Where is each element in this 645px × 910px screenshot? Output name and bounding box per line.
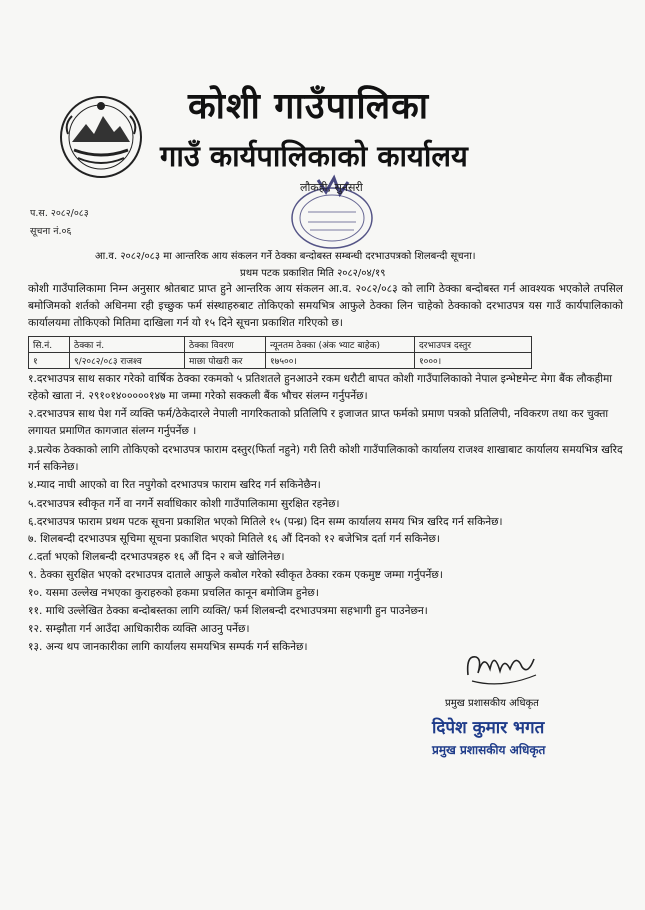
signatory-title: प्रमुख प्रशासकीय अधिकृत (445, 698, 539, 709)
condition-item: ३.प्रत्येक ठेक्काको लागि तोकिएको दरभाउपत्र फाराम दस्तुर(फिर्ता नहुने) गरी तिरी कोशी गाउँपालिकाको कार्यालय राजश्व शाखाबाट कार्यालय समयभित्र खरिद गर्न सकिनेछ। (28, 444, 623, 473)
condition-item: १३. अन्य थप जानकारीका लागि कार्यालय समयभित्र सम्पर्क गर्न सकिनेछ। (28, 641, 308, 653)
cell-minimum-amount: १७५००। (266, 353, 415, 369)
col-description: ठेक्का विवरण (185, 337, 266, 353)
condition-item: २.दरभाउपत्र साथ पेश गर्ने व्यक्ति फर्म/ठेकेदारले नेपाली नागरिकताको प्रतिलिपि र इजाजत प्राप्त फर्मको प्रमाण पत्रको प्रतिलिपी, नविकरण तथा कर चुक्ता लगायत प्रमाणित कागजात संलग्न गर्नुपर्नेछ । (28, 408, 609, 437)
cell-sn: १ (29, 353, 70, 369)
handwritten-signature-icon (462, 645, 542, 695)
table-header-row (29, 337, 532, 353)
condition-item: ५.दरभाउपत्र स्वीकृत गर्ने वा नगर्ने सर्वाधिकार कोशी गाउँपालिकामा सुरक्षित रहनेछ। (28, 498, 340, 510)
notice-heading: आ.व. २०८२/०८३ मा आन्तरिक आय संकलन गर्ने ठेक्का बन्दोबस्त सम्बन्धी दरभाउपत्रको शिलबन्दी सूचना। (95, 251, 476, 262)
signatory-post: प्रमुख प्रशासकीय अधिकृत (432, 743, 546, 757)
tender-table (28, 336, 532, 369)
office-title: कोशी गाउँपालिका (188, 86, 430, 127)
col-minimum-amount: न्यूनतम ठेक्का (अंक भ्याट बाहेक) (266, 337, 415, 353)
condition-item: १२. सम्झौता गर्न आउँदा आधिकारीक व्यक्ति आउनु पर्नेछ। (28, 623, 250, 635)
cell-description: माछा पोखरी कर (185, 353, 266, 369)
condition-item: १०. यसमा उल्लेख नभएका कुराहरुको हकमा प्रचलित कानून बमोजिम हुनेछ। (28, 587, 319, 599)
condition-item: ४.म्याद नाघी आएको वा रित नपुगेको दरभाउपत्र फाराम खरिद गर्न सकिनेछैन। (28, 479, 321, 491)
col-tender-no: ठेक्का नं. (70, 337, 185, 353)
condition-item: ११. माथि उल्लेखित ठेक्का बन्दोबस्तका लागि व्यक्ति/ फर्म शिलबन्दी दरभाउपत्रमा सहभागी हुन पाउनेछन। (28, 605, 428, 617)
col-sn: सि.नं. (29, 337, 70, 353)
condition-item: ७. शिलबन्दी दरभाउपत्र सूचिमा सूचना प्रकाशित भएको मितिले १६ औं दिनको १२ बजेभित्र दर्ता गर्न सकिनेछ। (28, 533, 440, 545)
cell-tender-no: ९/२०८२/०८३ राजश्व (70, 353, 185, 369)
stamp-location-text: लौकही, सुनसरी (300, 181, 363, 194)
col-fee: दरभाउपत्र दस्तुर (415, 337, 532, 353)
condition-item: १.दरभाउपत्र साथ सकार गरेको वार्षिक ठेक्का रकमको ५ प्रतिशतले हुनआउने रकम धरौटी बापत कोशी गाउँपालिकाको नेपाल इन्भेष्टमेन्ट मेगा बैंक लौकहीमा रहेको खाता नं. २९१०१४०००००१४७ मा जम्मा गरेको सक्कली बैंक भौचर संलग्न गर्नुपर्नेछ। (28, 373, 613, 402)
office-subtitle: गाउँ कार्यपालिकाको कार्यालय (160, 139, 468, 173)
notice-number: सूचना नं.०६ (30, 226, 72, 237)
notice-intro: कोशी गाउँपालिकामा निम्न अनुसार श्रोतबाट प्राप्त हुने आन्तरिक आय संकलन आ.व. २०८२/०८३ को लागि ठेक्का बन्दोबस्त गर्न आवश्यक भएकोले तपसिल बमोजिमको शर्तको अधिनमा रही इच्छुक फर्म संस्थाहरुबाट तोकिएको समयभित्र आफुले ठेक्का लिन चाहेको ठेक्काको दरभाउपत्र यस गाउँ कार्यपालिकाको कार्यालयमा तोकिएको मितिमा दाखिला गर्न यो १५ दिने सूचना प्रकाशित गरिएको छ। (28, 283, 623, 329)
condition-item: ९. ठेक्का सुरक्षित भएको दरभाउपत्र दाताले आफुले कबोल गरेको स्वीकृत ठेक्का रकम एकमुष्ट जम्मा गर्नुपर्नेछ। (28, 569, 443, 581)
government-emblem-icon (58, 94, 144, 180)
published-date: प्रथम पटक प्रकाशित मिति २०८२/०४/१९ (240, 268, 386, 279)
signatory-name: दिपेश कुमार भगत (432, 718, 545, 738)
cell-fee: १०००। (415, 353, 532, 369)
table-row (29, 353, 532, 369)
condition-item: ६.दरभाउपत्र फाराम प्रथम पटक सूचना प्रकाशित भएको मितिले १५ (पन्ध्र) दिन सम्म कार्यालय समय भित्र खरिद गर्न सकिनेछ। (28, 516, 503, 528)
condition-item: ८.दर्ता भएको शिलबन्दी दरभाउपत्रहरु १६ औं दिन २ बजे खोलिनेछ। (28, 551, 285, 563)
fiscal-year: प.स. २०८२/०८३ (30, 208, 89, 219)
